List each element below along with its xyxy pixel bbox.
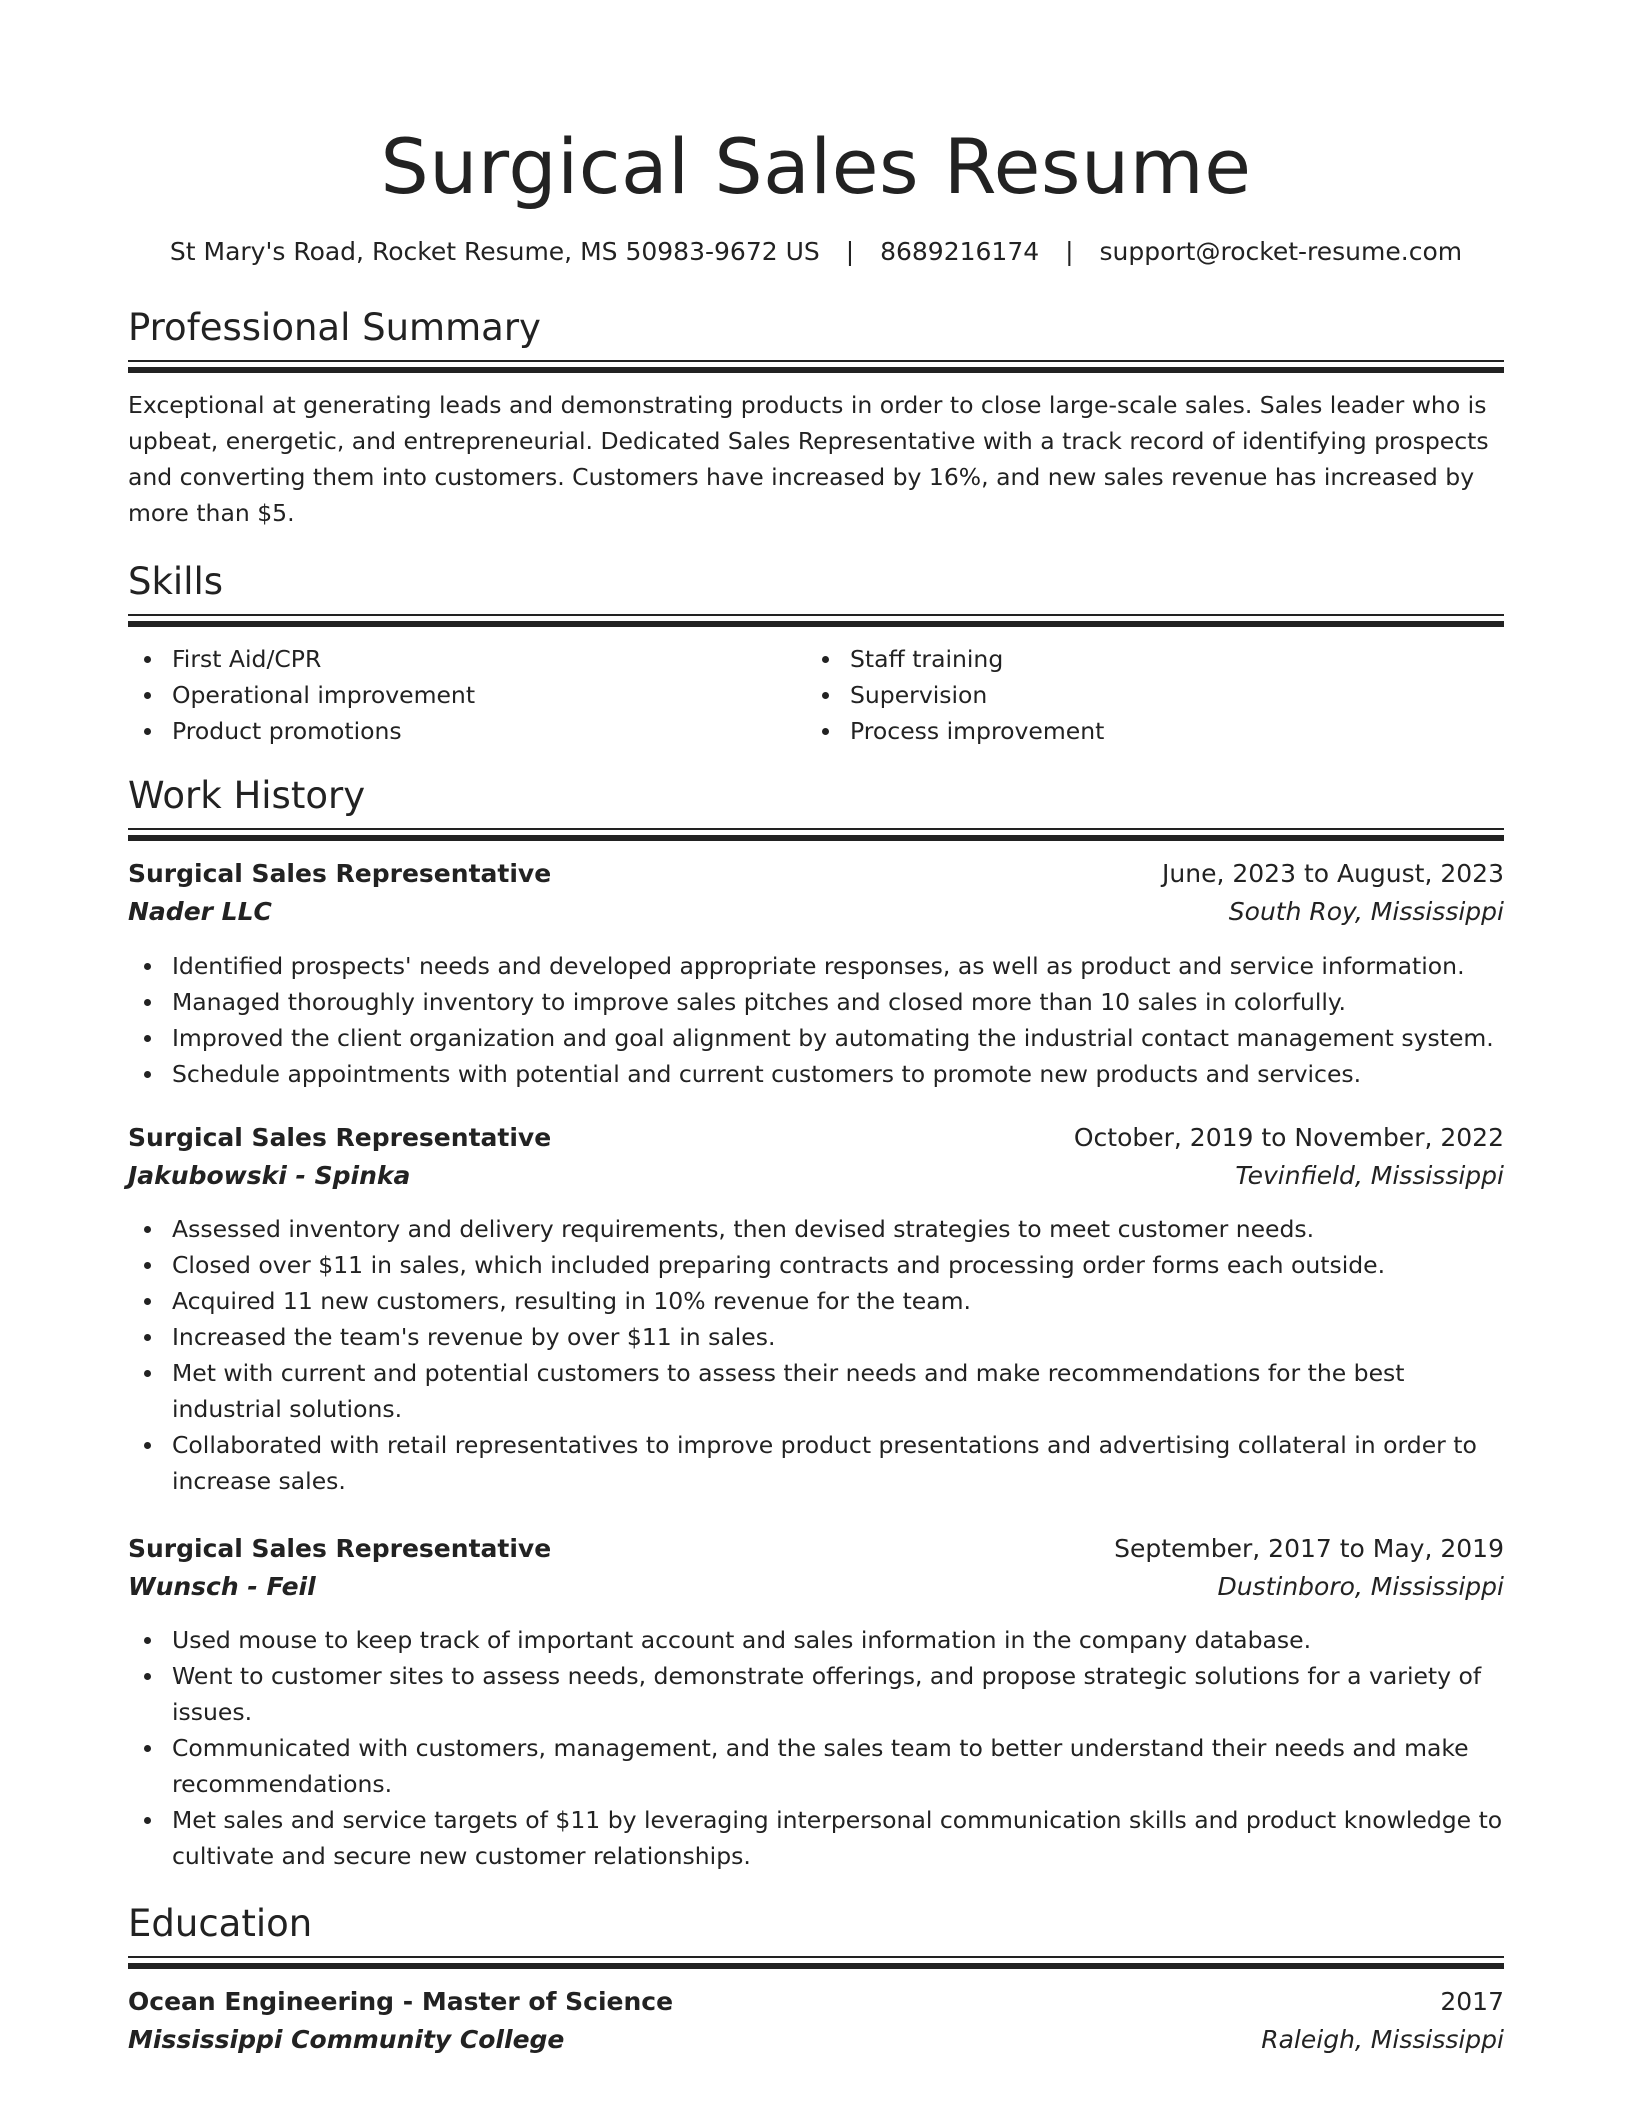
job-subheader [128, 893, 1504, 931]
job-bullet: Assessed inventory and delivery requirements, then devised strategies to meet customer needs. [128, 1211, 1504, 1247]
job-bullet: Used mouse to keep track of important account and sales information in the company database. [128, 1622, 1504, 1658]
job-bullet: Managed thoroughly inventory to improve sales pitches and closed more than 10 sales in colorfully. [128, 984, 1504, 1020]
job-location: Dustinboro, Mississippi [1217, 1572, 1504, 1601]
section-divider [128, 828, 1504, 843]
graduation-year: 2017 [1440, 1987, 1504, 2016]
contact-email: support@rocket-resume.com [1099, 237, 1463, 266]
company-name: Jakubowski - Spinka [128, 1161, 411, 1190]
resume-page [128, 0, 1504, 2059]
job-title: Surgical Sales Representative [128, 859, 552, 888]
job-dates: October, 2019 to November, 2022 [1073, 1123, 1504, 1152]
section-divider [128, 360, 1504, 375]
skills-column-left [128, 641, 806, 749]
contact-line [128, 235, 1504, 269]
summary-section-header [128, 304, 1504, 375]
work-section-header [128, 772, 1504, 843]
job-subheader [128, 1157, 1504, 1195]
company-name: Nader LLC [128, 897, 272, 926]
degree: Ocean Engineering - Master of Science [128, 1987, 674, 2016]
job-bullet: Closed over $11 in sales, which included preparing contracts and processing order forms each outside. [128, 1247, 1504, 1283]
work-heading: Work History [128, 774, 366, 817]
job-dates: June, 2023 to August, 2023 [1162, 859, 1504, 888]
job-bullet: Communicated with customers, management, and the sales team to better understand their needs and make recommendations. [128, 1730, 1504, 1802]
job-bullet: Improved the client organization and goal alignment by automating the industrial contact management system. [128, 1020, 1504, 1056]
skill-item: Supervision [806, 677, 1484, 713]
job-bullet: Met with current and potential customers to assess their needs and make recommendations for the best industrial solutions. [128, 1355, 1504, 1427]
job-header [128, 1119, 1504, 1157]
skills-column-right [806, 641, 1484, 749]
education-subheader [128, 2021, 1504, 2059]
school-location: Raleigh, Mississippi [1261, 2025, 1504, 2054]
contact-separator: | [1065, 237, 1074, 266]
skills-list [128, 641, 1504, 749]
job-bullet: Identified prospects' needs and developed appropriate responses, as well as product and service information. [128, 948, 1504, 984]
contact-separator: | [845, 237, 855, 266]
contact-address: St Mary's Road, Rocket Resume, MS 50983-9672 US [169, 237, 820, 266]
job-bullet: Increased the team's revenue by over $11 in sales. [128, 1319, 1504, 1355]
job-title: Surgical Sales Representative [128, 1534, 552, 1563]
job-bullet: Went to customer sites to assess needs, demonstrate offerings, and propose strategic solutions for a variety of issues. [128, 1658, 1504, 1730]
section-divider [128, 1956, 1504, 1971]
skill-item: Process improvement [806, 713, 1484, 749]
resume-title: Surgical Sales Resume [380, 122, 1252, 211]
education-section-header [128, 1900, 1504, 1971]
job-header [128, 1530, 1504, 1568]
summary-text: Exceptional at generating leads and demonstrating products in order to close large-scale sales. Sales leader who is upbeat, energetic, and entrepreneurial. Dedicated Sales Representative with a track record of identifying prospects and converting them into customers. Customers have increased by 16%, and new sales revenue has increased by more than $5. [128, 391, 1489, 527]
education-entry [128, 1983, 1504, 2059]
education-heading: Education [128, 1902, 313, 1945]
education-header [128, 1983, 1504, 2021]
section-divider [128, 614, 1504, 629]
job-title: Surgical Sales Representative [128, 1123, 552, 1152]
job-bullets [128, 1211, 1504, 1499]
skill-item: Operational improvement [128, 677, 806, 713]
skills-heading: Skills [128, 560, 224, 603]
skill-item: Staff training [806, 641, 1484, 677]
contact-phone: 8689216174 [880, 237, 1040, 266]
job-bullet: Acquired 11 new customers, resulting in 10% revenue for the team. [128, 1283, 1504, 1319]
job-entry [128, 855, 1504, 1092]
job-location: South Roy, Mississippi [1228, 897, 1504, 926]
job-location: Tevinfield, Mississippi [1235, 1161, 1504, 1190]
summary-heading: Professional Summary [128, 306, 541, 349]
skills-section-header [128, 558, 1504, 629]
job-bullet: Schedule appointments with potential and current customers to promote new products and services. [128, 1056, 1504, 1092]
job-entry [128, 1530, 1504, 1874]
job-bullets [128, 948, 1504, 1092]
skill-item: First Aid/CPR [128, 641, 806, 677]
school-name: Mississippi Community College [128, 2025, 565, 2054]
job-bullets [128, 1622, 1504, 1874]
job-bullet: Met sales and service targets of $11 by leveraging interpersonal communication skills and product knowledge to cultivate and secure new customer relationships. [128, 1802, 1504, 1874]
job-bullet: Collaborated with retail representatives to improve product presentations and advertising collateral in order to increase sales. [128, 1427, 1504, 1499]
job-entry [128, 1119, 1504, 1499]
company-name: Wunsch - Feil [128, 1572, 316, 1601]
job-header [128, 855, 1504, 893]
job-subheader [128, 1568, 1504, 1606]
job-dates: September, 2017 to May, 2019 [1114, 1534, 1504, 1563]
skill-item: Product promotions [128, 713, 806, 749]
